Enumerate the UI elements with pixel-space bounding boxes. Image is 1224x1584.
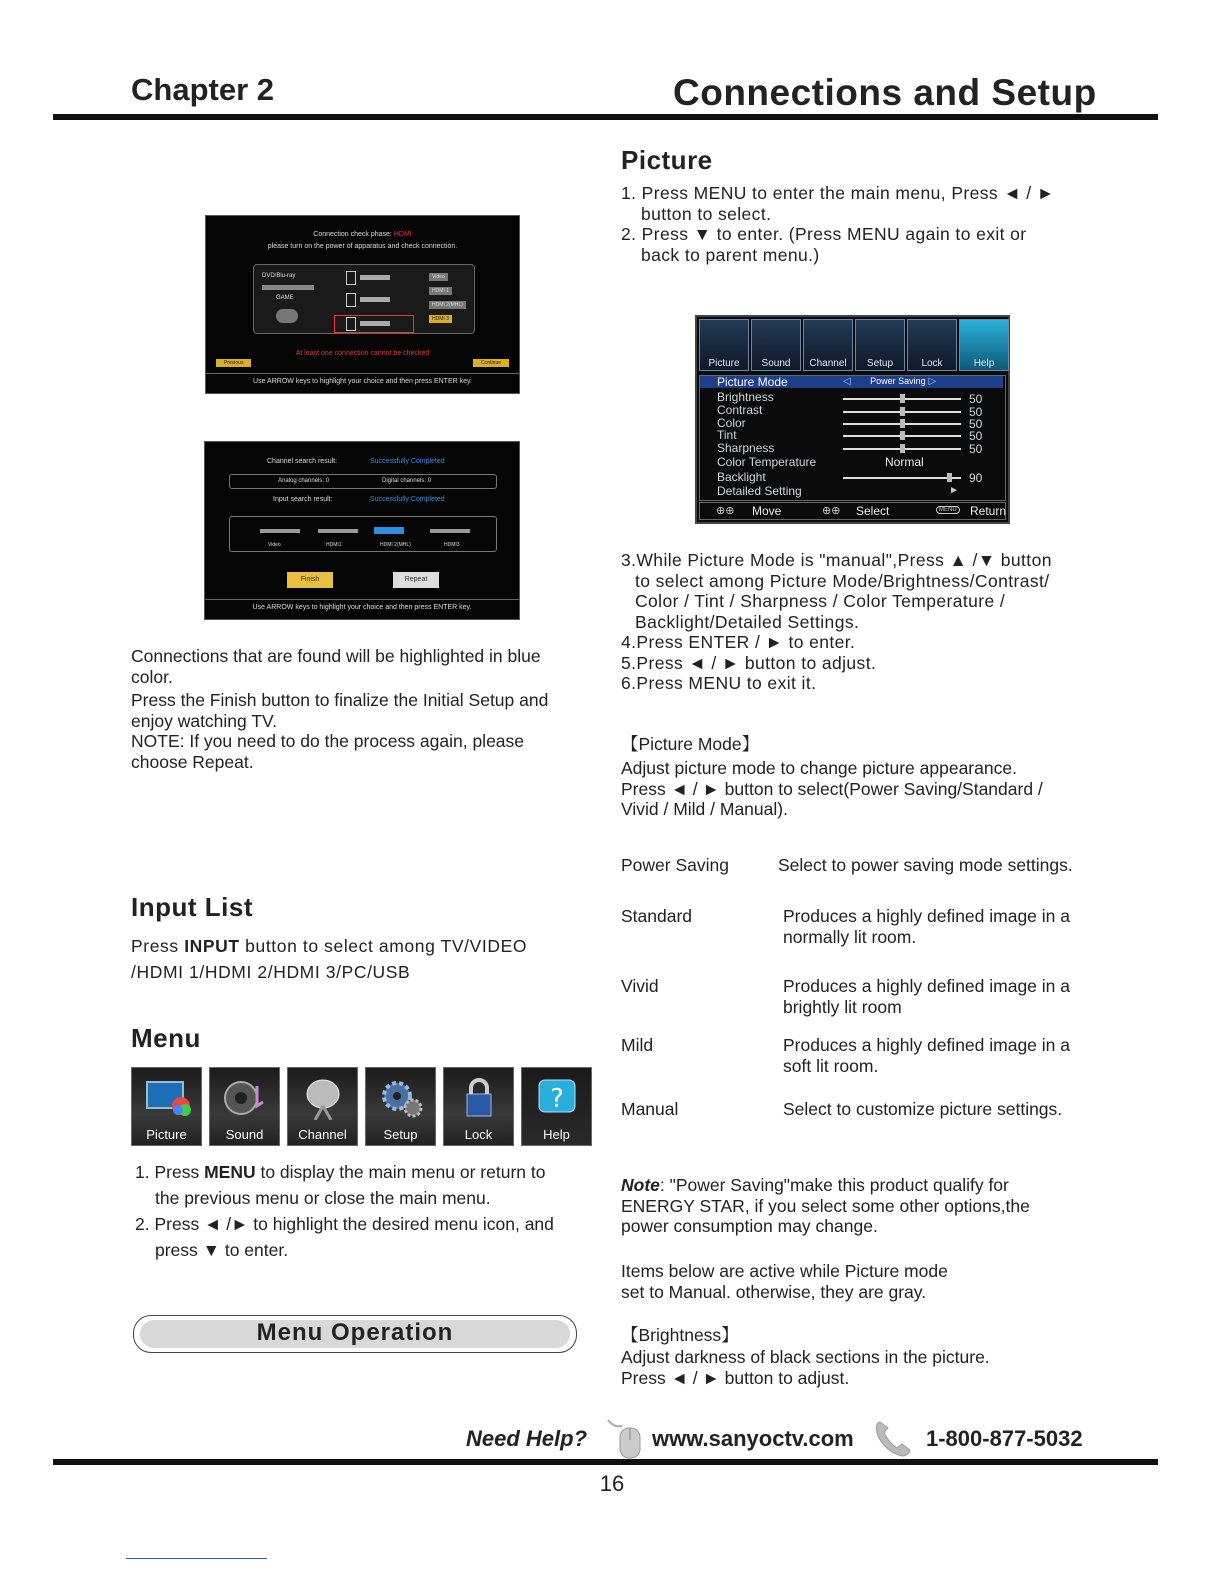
gear-icon — [377, 1076, 425, 1120]
satellite-dish-icon — [299, 1076, 347, 1120]
analog-count: Analog channels: 0 — [278, 478, 330, 484]
search-result-screenshot — [204, 441, 520, 620]
bottom-link-line — [126, 1558, 267, 1559]
mode-name: Standard — [621, 906, 693, 926]
osd-slider — [843, 435, 961, 437]
mode-name: Manual — [621, 1099, 679, 1119]
mouse-icon — [604, 1416, 644, 1460]
picture-title: Picture — [621, 145, 713, 175]
menu-operation-label: Menu Operation — [256, 1319, 454, 1346]
osd-nav-return: Return — [970, 504, 1007, 518]
mode-desc: Produces a highly defined image in a normally lit room. — [783, 906, 1070, 947]
screen1-line1: Connection check phase: HDMI — [313, 231, 412, 238]
digital-count: Digital channels: 0 — [382, 478, 432, 484]
note-text: Note: "Power Saving"make this product qualify for ENERGY STAR, if you select some other options,the power consumption may change. — [621, 1175, 1030, 1236]
finish-button[interactable]: Finish — [287, 572, 333, 588]
picture-steps-a: 1. Press MENU to enter the main menu, Press ◄ / ► button to select. 2. Press ▼ to enter. (Press MENU again to exit or back to parent menu.) — [621, 183, 1055, 265]
menu-key-icon: MENU — [936, 506, 960, 514]
phone-icon — [872, 1418, 912, 1458]
brightness-text: Adjust darkness of black sections in the picture. Press ◄ / ► button to adjust. — [621, 1347, 990, 1388]
mode-name: Vivid — [621, 976, 659, 996]
device-game: GAME — [276, 295, 294, 301]
port-label: HDMI1 — [326, 542, 342, 548]
chapter-label: Chapter 2 — [131, 72, 274, 107]
osd-slider — [843, 411, 961, 413]
input-list-text: Press INPUT button to select among TV/VIDEO /HDMI 1/HDMI 2/HDMI 3/PC/USB — [131, 936, 528, 982]
picture-mode-heading: 【Picture Mode】 — [621, 734, 760, 754]
port-label: HDMI 1 — [429, 287, 452, 295]
header-rule — [53, 114, 1158, 120]
osd-tile-help: Help — [959, 319, 1009, 371]
menu-tile-sound[interactable] — [209, 1067, 280, 1146]
picture-steps-b: 3.While Picture Mode is "manual",Press ▲ /▼ button to select among Picture Mode/Brightness/Contrast/ Color / Tint / Sharpness / Color Temperature / Backlight/Detailed Settings. 4.Press ENTER / ► to enter. 5.Press ◄ / ► button to adjust. 6.Press MENU to exit it. — [621, 550, 1052, 693]
channel-counts — [229, 474, 497, 489]
device-dvd: DVD/Blu-ray — [262, 273, 296, 279]
brightness-heading: 【Brightness】 — [621, 1325, 739, 1345]
port-label: HDMI 2(MHL) — [380, 542, 411, 548]
previous-button[interactable]: Previous — [216, 359, 251, 367]
picture-osd-screenshot — [695, 315, 1010, 524]
screen1-footer: Use ARROW keys to highlight your choice and then press ENTER key. — [253, 378, 472, 385]
connection-check-screenshot — [205, 215, 520, 394]
osd-backlight-label: Backlight — [717, 470, 766, 484]
cable-icon — [360, 297, 390, 302]
website-link[interactable]: www.sanyoctv.com — [652, 1426, 854, 1451]
divider — [205, 599, 519, 600]
menu-tile-picture[interactable] — [131, 1067, 202, 1146]
screen1-panel — [253, 264, 475, 334]
speaker-icon — [221, 1076, 269, 1120]
osd-detailed-setting: Detailed Setting — [717, 484, 802, 498]
osd-row-value: 50 — [969, 405, 983, 419]
svg-text:?: ? — [549, 1084, 564, 1114]
input-ports-panel — [229, 516, 497, 552]
menu-tile-channel[interactable] — [287, 1067, 358, 1146]
menu-operation-banner — [133, 1315, 577, 1353]
page-number: 16 — [599, 1471, 625, 1496]
osd-nav-move: Move — [752, 504, 782, 518]
port-label: HDMI 2(MHL) — [429, 301, 466, 309]
osd-row-label: Brightness — [717, 390, 774, 404]
menu-title: Menu — [131, 1023, 201, 1053]
cable-icon — [318, 529, 358, 533]
footer-rule — [53, 1459, 1158, 1465]
mode-desc: Select to power saving mode settings. — [778, 855, 1073, 875]
port-label: HDMI 3 — [429, 315, 452, 323]
mode-desc: Select to customize picture settings. — [783, 1099, 1063, 1119]
menu-tile-help[interactable] — [521, 1067, 592, 1146]
osd-row-value: 50 — [969, 442, 983, 456]
menu-tile-setup[interactable] — [365, 1067, 436, 1146]
mode-name: Mild — [621, 1035, 654, 1055]
port-label: HDMI3 — [444, 542, 460, 548]
port-label: Video — [429, 273, 448, 281]
gamepad-icon — [276, 309, 298, 323]
cable-icon-highlighted — [374, 527, 404, 534]
cable-icon — [260, 529, 300, 533]
input-result-label: Input search result: — [273, 496, 333, 503]
continue-button[interactable]: Continue — [473, 359, 509, 367]
osd-tile-setup: Setup — [855, 319, 905, 371]
osd-row-label: Color — [717, 416, 746, 430]
input-list-title: Input List — [131, 892, 253, 922]
osd-tile-lock: Lock — [907, 319, 957, 371]
tile-label: Channel — [298, 1127, 347, 1142]
osd-tile-channel: Channel — [803, 319, 853, 371]
need-help-label: Need Help? — [466, 1426, 588, 1451]
osd-backlight-value: 90 — [969, 471, 983, 485]
connector-icon — [346, 317, 356, 331]
osd-row-label: Contrast — [717, 403, 763, 417]
menu-icon-bar — [131, 1067, 596, 1147]
osd-color-temp-value: Normal — [885, 455, 924, 469]
screen1-line2: please turn on the power of apparatus and check connection. — [267, 243, 458, 250]
screen1-warning: At least one connection cannot be checked — [295, 350, 430, 357]
phone-number: 1-800-877-5032 — [926, 1426, 1083, 1451]
connector-icon — [346, 271, 356, 285]
input-result-value: Successfully Completed — [370, 496, 445, 503]
osd-color-temp-label: Color Temperature — [717, 455, 817, 469]
cable-icon — [360, 321, 390, 326]
dvd-player-shape — [262, 285, 314, 290]
menu-steps: 1. Press MENU to display the main menu or return to the previous menu or close the main menu. 2. Press ◄ /► to highlight the desired menu icon, and press ▼ to enter. — [135, 1162, 554, 1260]
connector-icon — [346, 293, 356, 307]
connections-paragraph: Connections that are found will be highlighted in blue color. Press the Finish button to finalize the Initial Setup and enjoy watching TV. NOTE: If you need to do the process again, please choose Repeat. — [131, 646, 549, 772]
page-title: Connections and Setup — [673, 72, 1097, 113]
port-label: Video — [268, 542, 281, 548]
updown-icon: ⊕⊕ — [716, 505, 735, 517]
mode-desc: Produces a highly defined image in a brightly lit room — [783, 976, 1070, 1017]
osd-tile-sound: Sound — [751, 319, 801, 371]
lock-icon — [455, 1076, 503, 1120]
help-icon — [533, 1076, 581, 1120]
osd-nav-bar — [699, 502, 1006, 520]
mode-desc: Produces a highly defined image in a soft lit room. — [783, 1035, 1070, 1076]
osd-row-value: 50 — [969, 429, 983, 443]
tv-icon — [143, 1076, 191, 1120]
divider — [206, 373, 519, 374]
osd-slider — [843, 398, 961, 400]
tile-label: Lock — [464, 1127, 493, 1142]
osd-backlight-slider — [843, 477, 961, 479]
screen2-footer: Use ARROW keys to highlight your choice and then press ENTER key. — [252, 604, 472, 611]
picture-mode-text: Adjust picture mode to change picture appearance. Press ◄ / ► button to select(Power Saving/Standard / Vivid / Mild / Manual). — [621, 758, 1043, 819]
osd-mode-selector: ◁ Power Saving ▷ — [843, 376, 937, 387]
osd-nav-select: Select — [856, 504, 890, 518]
menu-tile-lock[interactable] — [443, 1067, 514, 1146]
tile-label: Setup — [383, 1127, 418, 1142]
chevron-right-icon: ► — [949, 485, 959, 496]
repeat-button[interactable]: Repeat — [393, 572, 439, 588]
osd-row-label: Sharpness — [717, 441, 775, 455]
mode-name: Power Saving — [621, 855, 729, 875]
items-text: Items below are active while Picture mode set to Manual. otherwise, they are gray. — [621, 1261, 948, 1302]
osd-picture-mode-label: Picture Mode — [717, 375, 788, 389]
cable-icon — [430, 529, 470, 533]
tile-label: Picture — [146, 1127, 187, 1142]
channel-result-value: Successfully Completed — [370, 458, 445, 465]
channel-result-label: Channel search result: — [267, 458, 338, 465]
osd-row-value: 50 — [969, 417, 983, 431]
osd-slider — [843, 423, 961, 425]
osd-tile-picture: Picture — [699, 319, 749, 371]
osd-row-label: Tint — [717, 428, 737, 442]
osd-row-value: 50 — [969, 392, 983, 406]
tile-label: Help — [543, 1127, 570, 1142]
osd-slider — [843, 448, 961, 450]
tile-label: Sound — [225, 1127, 264, 1142]
leftright-icon: ⊕⊕ — [822, 505, 841, 517]
cable-icon — [360, 275, 390, 280]
